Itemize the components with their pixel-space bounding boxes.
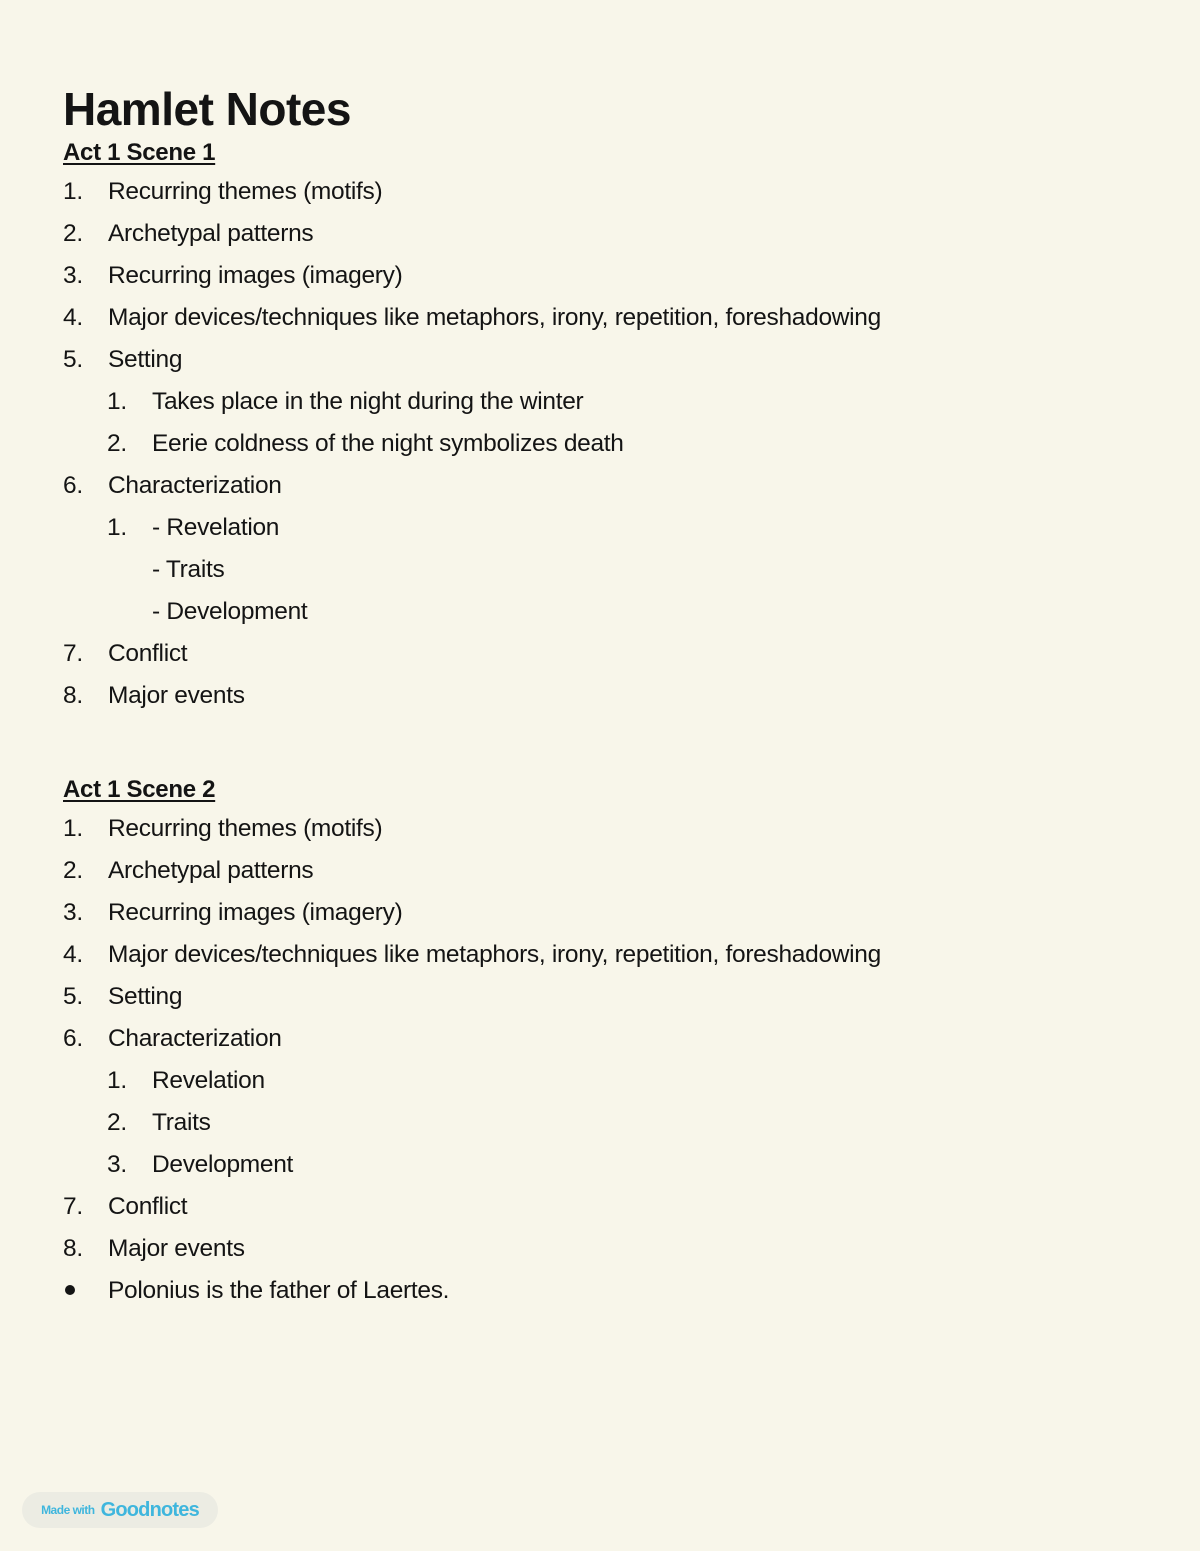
list-item-text: Recurring themes (motifs) — [108, 178, 383, 205]
list-number: 1. — [63, 815, 83, 842]
list-number: 1. — [107, 388, 127, 415]
list-number: 1. — [63, 178, 83, 205]
list-number: 1. — [107, 1067, 127, 1094]
list-item — [63, 1189, 1143, 1231]
list-item-text: Revelation — [152, 1067, 265, 1094]
list-number: 8. — [63, 1235, 83, 1262]
page-title: Hamlet Notes — [63, 83, 351, 135]
sub-list-continuation — [63, 594, 1143, 636]
list-item-text: Takes place in the night during the winter — [152, 388, 584, 415]
made-with-goodnotes-badge — [22, 1492, 218, 1528]
list-item — [63, 979, 1143, 1021]
list-number: 8. — [63, 682, 83, 709]
list-item-text: - Revelation — [152, 514, 280, 541]
list-item — [63, 1021, 1143, 1063]
list-item — [63, 853, 1143, 895]
list-number: 3. — [63, 262, 83, 289]
sub-list-continuation — [63, 552, 1143, 594]
note-page — [63, 80, 1143, 1315]
bullet-dot-icon — [65, 1285, 75, 1295]
sub-list-item — [63, 510, 1143, 552]
list-item — [63, 937, 1143, 979]
list-item-text: Setting — [108, 346, 183, 373]
list-item-text: Major devices/techniques like metaphors, irony, repetition, foreshadowing — [108, 941, 881, 968]
list-item-text: Recurring themes (motifs) — [108, 815, 383, 842]
list-item-text: Setting — [108, 983, 183, 1010]
list-item-text: Polonius is the father of Laertes. — [108, 1277, 450, 1304]
list-number: 2. — [107, 430, 127, 457]
list-item-text: Characterization — [108, 1025, 282, 1052]
list-item-text: - Traits — [152, 556, 225, 583]
list-number: 2. — [63, 857, 83, 884]
section-heading: Act 1 Scene 1 — [63, 139, 216, 166]
list-item — [63, 300, 1143, 342]
section-act1-scene2 — [63, 775, 1143, 1315]
sub-list-item — [63, 1105, 1143, 1147]
list-item — [63, 895, 1143, 937]
list-number: 7. — [63, 1193, 83, 1220]
list-item-text: Archetypal patterns — [108, 857, 314, 884]
list-item — [63, 174, 1143, 216]
goodnotes-logo: Goodnotes — [100, 1498, 199, 1521]
list-number: 4. — [63, 941, 83, 968]
list-item-text: Eerie coldness of the night symbolizes death — [152, 430, 624, 457]
list-number: 5. — [63, 983, 83, 1010]
list-item — [63, 258, 1143, 300]
list-item-text: Characterization — [108, 472, 282, 499]
list-number: 2. — [63, 220, 83, 247]
list-number: 6. — [63, 472, 83, 499]
list-item — [63, 636, 1143, 678]
list-item — [63, 1231, 1143, 1273]
list-number: 1. — [107, 514, 127, 541]
sub-list-item — [63, 1147, 1143, 1189]
list-item — [63, 811, 1143, 853]
sub-list-item — [63, 426, 1143, 468]
bullet-marker — [63, 1273, 108, 1309]
list-number: 4. — [63, 304, 83, 331]
list-number: 7. — [63, 640, 83, 667]
bullet-list-item — [63, 1273, 1143, 1315]
list-item-text: Conflict — [108, 640, 188, 667]
list-item-text: Recurring images (imagery) — [108, 262, 403, 289]
sub-list-item — [63, 384, 1143, 426]
sub-list-item — [63, 1063, 1143, 1105]
list-item-text: Archetypal patterns — [108, 220, 314, 247]
list-item — [63, 342, 1143, 384]
list-item — [63, 468, 1143, 510]
section-act1-scene1 — [63, 138, 1143, 720]
list-item — [63, 216, 1143, 258]
list-item-text: Major events — [108, 682, 245, 709]
list-number: 2. — [107, 1109, 127, 1136]
list-item-text: Major events — [108, 1235, 245, 1262]
list-number: 3. — [107, 1151, 127, 1178]
list-item-text: Recurring images (imagery) — [108, 899, 403, 926]
list-number: 5. — [63, 346, 83, 373]
list-item-text: Conflict — [108, 1193, 188, 1220]
list-number: 6. — [63, 1025, 83, 1052]
list-number: 3. — [63, 899, 83, 926]
list-item — [63, 678, 1143, 720]
list-item-text: - Development — [152, 598, 308, 625]
section-heading: Act 1 Scene 2 — [63, 776, 216, 803]
list-item-text: Development — [152, 1151, 294, 1178]
badge-prefix: Made with — [41, 1503, 95, 1517]
list-item-text: Traits — [152, 1109, 211, 1136]
list-item-text: Major devices/techniques like metaphors, irony, repetition, foreshadowing — [108, 304, 881, 331]
